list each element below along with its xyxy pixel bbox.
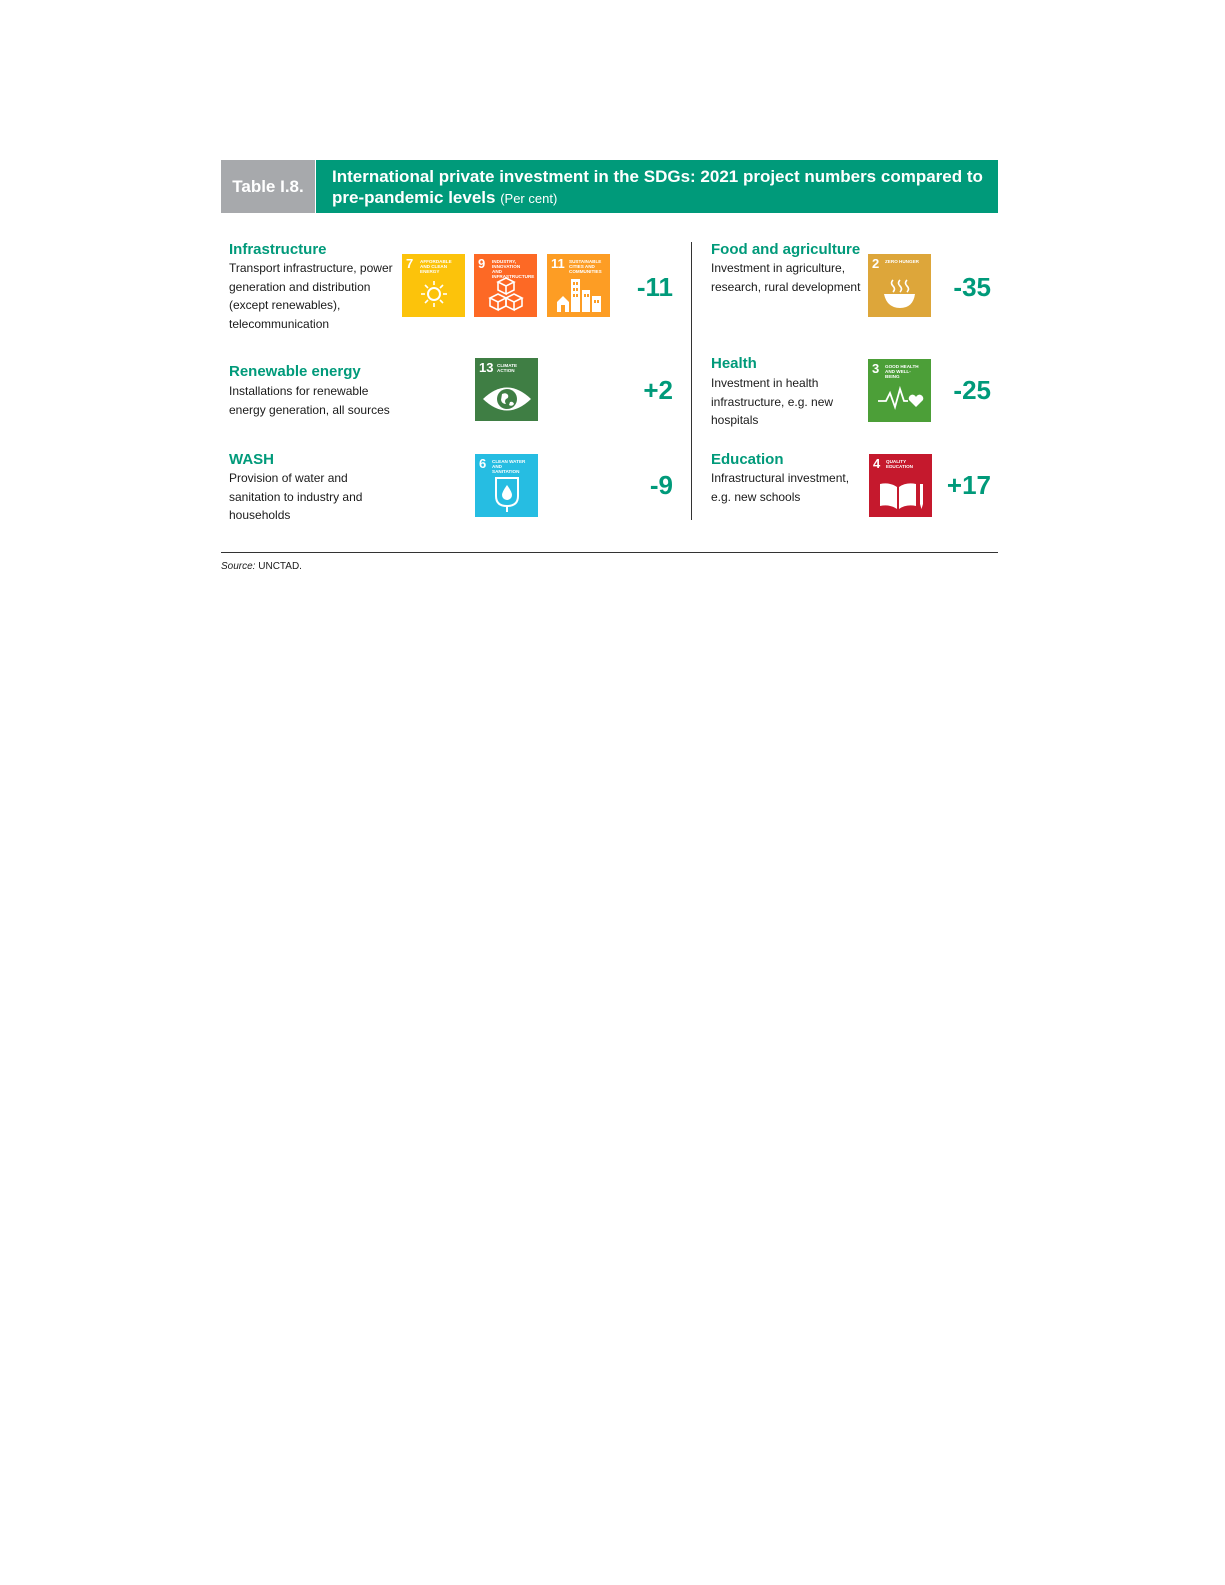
water-drop-icon — [475, 454, 538, 517]
wash-value: -9 — [649, 470, 673, 500]
infrastructure-heading: Infrastructure — [229, 241, 327, 258]
sdg4-number: 4 — [873, 456, 881, 471]
sun-icon — [402, 254, 465, 317]
cubes-icon — [474, 254, 537, 317]
sdg11-number: 11 — [551, 256, 565, 271]
education-description: Infrastructural investment, e.g. new schools — [711, 471, 850, 504]
source-text: UNCTAD. — [255, 561, 302, 572]
footer-rule — [221, 552, 998, 553]
sdg7-tile — [402, 254, 465, 317]
sdg3-number: 3 — [872, 361, 880, 376]
sdg4-label: QUALITY EDUCATION — [886, 459, 913, 469]
sdg13-label: CLIMATE ACTION — [497, 363, 518, 373]
column-divider — [691, 242, 692, 520]
wash-heading: WASH — [229, 451, 274, 468]
health-heading: Health — [711, 355, 757, 372]
sdg7-number: 7 — [406, 256, 414, 271]
food-description: Investment in agriculture, research, rural development — [711, 261, 861, 294]
sdg9-number: 9 — [478, 256, 486, 271]
sdg6-number: 6 — [479, 456, 487, 471]
infrastructure-value: -11 — [636, 272, 673, 302]
eye-globe-icon — [475, 358, 538, 421]
food-value: -35 — [953, 272, 991, 302]
renewable-description: Installations for renewable energy generation, all sources — [229, 384, 390, 417]
source-note — [221, 561, 302, 572]
sdg3-label: GOOD HEALTH AND WELL-BEING — [885, 364, 919, 379]
education-value: +17 — [946, 470, 991, 500]
health-value: -25 — [953, 375, 991, 405]
title-unit: (Per cent) — [500, 191, 558, 206]
sdg2-number: 2 — [872, 256, 880, 271]
wash-description: Provision of water and sanitation to industry and households — [229, 471, 363, 522]
education-heading: Education — [711, 451, 784, 468]
title-text: International private investment in the SDGs: 2021 project numbers compared to pre-pandemic levels — [332, 167, 983, 207]
sdg9-tile — [474, 254, 537, 317]
source-prefix: Source: — [221, 561, 256, 572]
sdg11-label: SUSTAINABLE CITIES AND COMMUNITIES — [569, 259, 602, 274]
sdg6-tile — [475, 454, 538, 517]
food-heading: Food and agriculture — [711, 241, 861, 258]
sdg2-label: ZERO HUNGER — [885, 259, 919, 264]
table-title — [316, 160, 998, 213]
health-description: Investment in health infrastructure, e.g. new hospitals — [711, 376, 834, 427]
renewable-value: +2 — [643, 375, 673, 405]
sdg7-label: AFFORDABLE AND CLEAN ENERGY — [420, 259, 452, 274]
table-label: Table I.8. — [221, 160, 315, 213]
sdg6-label: CLEAN WATER AND SANITATION — [492, 459, 526, 474]
sdg9-label: INDUSTRY, INNOVATION AND INFRASTRUCTURE — [492, 259, 535, 279]
sdg13-number: 13 — [479, 360, 494, 375]
infrastructure-description: Transport infrastructure, power generation and distribution (except renewables), telecommunication — [229, 261, 393, 331]
renewable-heading: Renewable energy — [229, 363, 361, 380]
sdg13-tile — [475, 358, 538, 421]
